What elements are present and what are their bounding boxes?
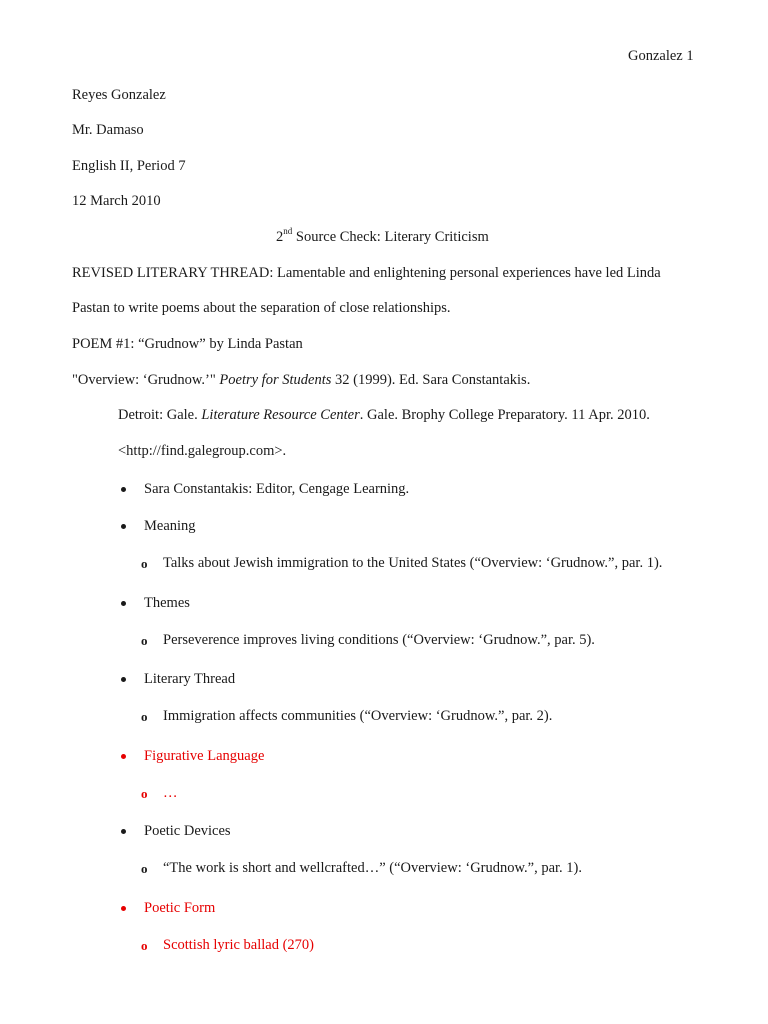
- poem-label: POEM #1: “Grudnow” by Linda Pastan: [72, 336, 303, 352]
- note-literary-thread: Literary Thread: [144, 671, 236, 687]
- note-figurative-language: Figurative Language: [144, 748, 265, 764]
- circle-bullet-icon: o: [141, 709, 148, 724]
- citation-line-2: Detroit: Gale. Literature Resource Center. Gale. Brophy College Preparatory. 11 Apr. 2010.: [118, 407, 650, 423]
- course-name: English II, Period 7: [72, 158, 186, 174]
- note-editor: Sara Constantakis: Editor, Cengage Learning.: [144, 481, 410, 497]
- bullet-icon: [121, 487, 126, 492]
- note-poetic-form-detail: Scottish lyric ballad (270): [163, 937, 315, 953]
- note-poetic-devices: Poetic Devices: [144, 823, 231, 839]
- bullet-icon: [121, 601, 126, 606]
- circle-bullet-icon: o: [141, 938, 148, 953]
- bullet-icon: [121, 754, 126, 759]
- bullet-icon: [121, 829, 126, 834]
- circle-bullet-icon: o: [141, 556, 148, 571]
- citation-line-3: <http://find.galegroup.com>.: [118, 443, 287, 459]
- note-poetic-form: Poetic Form: [144, 900, 216, 916]
- document-date: 12 March 2010: [72, 193, 161, 209]
- thread-line-1: REVISED LITERARY THREAD: Lamentable and enlightening personal experiences have led Linda: [72, 265, 661, 281]
- bullet-icon: [121, 906, 126, 911]
- bullet-icon: [121, 677, 126, 682]
- note-meaning: Meaning: [144, 518, 196, 534]
- note-figurative-language-detail: …: [163, 785, 178, 801]
- citation-line-1: "Overview: ‘Grudnow.’" Poetry for Students 32 (1999). Ed. Sara Constantakis.: [72, 372, 531, 388]
- thread-line-2: Pastan to write poems about the separation of close relationships.: [72, 300, 451, 316]
- circle-bullet-icon: o: [141, 633, 148, 648]
- note-literary-thread-detail: Immigration affects communities (“Overview: ‘Grudnow.”, par. 2).: [163, 708, 553, 724]
- running-head: Gonzalez 1: [628, 48, 694, 64]
- document-title: 2nd Source Check: Literary Criticism: [276, 226, 489, 245]
- note-meaning-detail: Talks about Jewish immigration to the United States (“Overview: ‘Grudnow.”, par. 1).: [163, 555, 663, 571]
- bullet-icon: [121, 524, 126, 529]
- teacher-name: Mr. Damaso: [72, 122, 144, 138]
- circle-bullet-icon: o: [141, 861, 148, 876]
- circle-bullet-icon: o: [141, 786, 148, 801]
- note-poetic-devices-detail: “The work is short and wellcrafted…” (“Overview: ‘Grudnow.”, par. 1).: [163, 860, 583, 876]
- note-themes-detail: Perseverence improves living conditions (“Overview: ‘Grudnow.”, par. 5).: [163, 632, 595, 648]
- note-themes: Themes: [144, 595, 190, 611]
- student-name: Reyes Gonzalez: [72, 87, 166, 103]
